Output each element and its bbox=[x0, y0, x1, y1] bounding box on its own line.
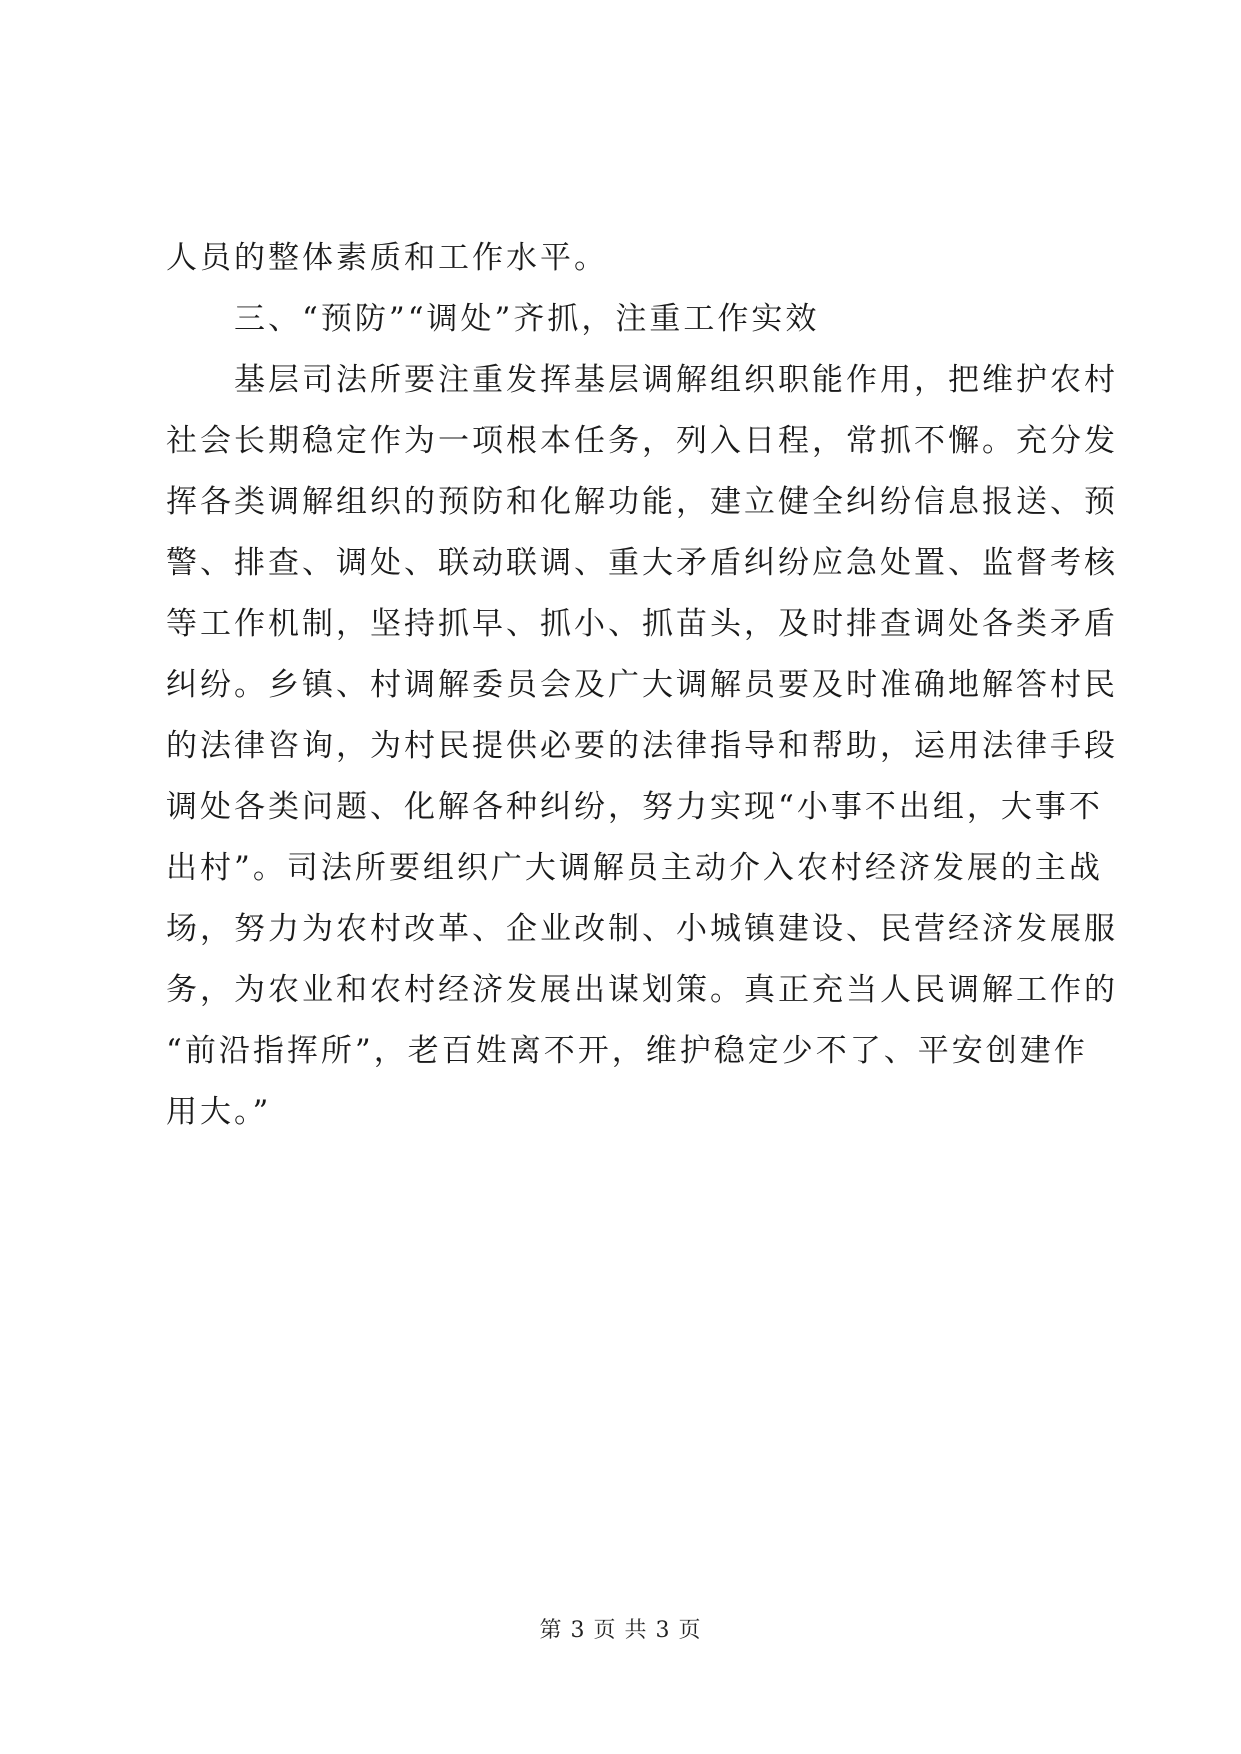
paragraph-line: 务，为农业和农村经济发展出谋划策。真正充当人民调解工作的 bbox=[166, 972, 1118, 1008]
body-line-continuation: 人员的整体素质和工作水平。 bbox=[166, 240, 608, 276]
document-body bbox=[166, 228, 1118, 1143]
paragraph-line: 警、排查、调处、联动联调、重大矛盾纠纷应急处置、监督考核 bbox=[166, 545, 1118, 581]
paragraph-line: “前沿指挥所”，老百姓离不开，维护稳定少不了、平安创建作 bbox=[166, 1033, 1088, 1069]
paragraph-first-line: 基层司法所要注重发挥基层调解组织职能作用，把维护农村 bbox=[234, 362, 1118, 398]
paragraph-line: 出村”。司法所要组织广大调解员主动介入农村经济发展的主战 bbox=[166, 850, 1103, 886]
paragraph-line: 的法律咨询，为村民提供必要的法律指导和帮助，运用法律手段 bbox=[166, 728, 1118, 764]
paragraph-line: 纠纷。乡镇、村调解委员会及广大调解员要及时准确地解答村民 bbox=[166, 667, 1118, 703]
paragraph-line: 社会长期稳定作为一项根本任务，列入日程，常抓不懈。充分发 bbox=[166, 423, 1118, 459]
paragraph-line: 调处各类问题、化解各种纠纷，努力实现“小事不出组，大事不 bbox=[166, 789, 1103, 825]
section-heading: 三、“预防”“调处”齐抓，注重工作实效 bbox=[234, 301, 820, 337]
page-number-footer: 第 3 页 共 3 页 bbox=[539, 1618, 702, 1643]
paragraph-line: 等工作机制，坚持抓早、抓小、抓苗头，及时排查调处各类矛盾 bbox=[166, 606, 1118, 642]
paragraph-last-line: 用大。” bbox=[166, 1094, 272, 1130]
paragraph-line: 挥各类调解组织的预防和化解功能，建立健全纠纷信息报送、预 bbox=[166, 484, 1118, 520]
paragraph-line: 场，努力为农村改革、企业改制、小城镇建设、民营经济发展服 bbox=[166, 911, 1118, 947]
